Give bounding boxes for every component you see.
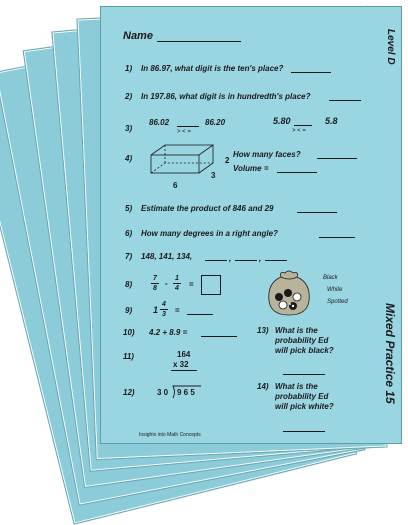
answer-line[interactable] bbox=[177, 126, 199, 127]
divisor: 3 0 bbox=[157, 388, 169, 397]
dividend: 9 6 5 bbox=[177, 388, 195, 397]
level-label: Level D bbox=[385, 29, 396, 65]
question-13-line: probability Ed bbox=[275, 336, 329, 345]
question-14-line: will pick white? bbox=[275, 402, 334, 411]
name-line[interactable] bbox=[157, 41, 241, 42]
question-number: 7) bbox=[125, 252, 133, 261]
denominator: 4 bbox=[175, 285, 179, 292]
denominator: 8 bbox=[153, 285, 157, 292]
question-number: 4) bbox=[125, 154, 133, 163]
answer-line[interactable] bbox=[329, 100, 361, 101]
compare-value: 86.02 bbox=[149, 118, 170, 127]
multiplier: x 32 bbox=[173, 360, 189, 369]
separator: , bbox=[259, 254, 262, 263]
mixed-whole: 1 bbox=[153, 305, 159, 315]
question-13-line: will pick black? bbox=[275, 346, 334, 355]
question-number: 1) bbox=[125, 64, 133, 73]
multiplicand: 164 bbox=[177, 350, 191, 359]
question-6: How many degrees in a right angle? bbox=[141, 229, 278, 238]
fraction bbox=[173, 275, 181, 292]
dimension-label: 3 bbox=[211, 171, 216, 180]
answer-line[interactable] bbox=[319, 237, 355, 238]
minus-sign: - bbox=[165, 279, 168, 288]
compare-symbols: > < = bbox=[177, 129, 191, 135]
product-line bbox=[171, 370, 197, 371]
denominator: 3 bbox=[162, 311, 166, 318]
question-2: In 197.86, what digit is in hundredth's place? bbox=[141, 92, 311, 101]
answer-line[interactable] bbox=[235, 260, 257, 261]
question-7: 148, 141, 134, bbox=[141, 252, 193, 261]
faces-question: How many faces? bbox=[233, 150, 301, 159]
separator: , bbox=[229, 254, 232, 263]
volume-label: Volume = bbox=[233, 164, 269, 173]
answer-line[interactable] bbox=[291, 72, 331, 73]
question-10: 4.2 + 8.9 = bbox=[149, 328, 188, 337]
legend-spotted: Spotted bbox=[327, 299, 348, 305]
answer-line[interactable] bbox=[187, 314, 213, 315]
name-label: Name bbox=[123, 30, 153, 42]
equals-sign: = bbox=[189, 280, 194, 289]
compare-value: 86.20 bbox=[205, 118, 226, 127]
answer-line[interactable] bbox=[294, 125, 312, 126]
question-number: 3) bbox=[125, 124, 133, 133]
question-number: 13) bbox=[257, 326, 269, 335]
question-number: 11) bbox=[123, 352, 134, 361]
answer-line[interactable] bbox=[317, 158, 357, 159]
answer-line[interactable] bbox=[297, 212, 337, 213]
question-14-line: What is the bbox=[275, 382, 318, 391]
worksheet-title: Mixed Practice 15 bbox=[383, 303, 397, 404]
answer-line[interactable] bbox=[201, 336, 237, 337]
answer-line[interactable] bbox=[205, 260, 227, 261]
marble-bag-picture bbox=[261, 267, 317, 319]
answer-line[interactable] bbox=[265, 260, 287, 261]
fraction bbox=[160, 301, 168, 318]
fraction bbox=[151, 275, 159, 292]
legend-black: Black bbox=[323, 275, 338, 281]
numerator: 7 bbox=[153, 275, 157, 282]
question-number: 9) bbox=[125, 306, 133, 315]
answer-box[interactable] bbox=[201, 275, 221, 295]
numerator: 1 bbox=[175, 275, 179, 282]
compare-value: 5.80 bbox=[273, 116, 291, 126]
worksheet bbox=[100, 6, 402, 444]
question-number: 10) bbox=[123, 328, 135, 337]
answer-line[interactable] bbox=[277, 172, 317, 173]
question-5: Estimate the product of 846 and 29 bbox=[141, 204, 274, 213]
equals-sign: = bbox=[175, 306, 180, 315]
answer-line[interactable] bbox=[283, 431, 325, 432]
question-number: 12) bbox=[123, 388, 135, 397]
compare-value: 5.8 bbox=[325, 116, 338, 126]
legend-white: White bbox=[327, 287, 343, 293]
question-14-line: probability Ed bbox=[275, 392, 329, 401]
question-number: 2) bbox=[125, 92, 133, 101]
dimension-label: 2 bbox=[225, 156, 230, 165]
question-number: 5) bbox=[125, 204, 133, 213]
dimension-label: 6 bbox=[173, 181, 178, 190]
footer-text: Insights into Math Concepts bbox=[139, 432, 201, 438]
question-number: 14) bbox=[257, 382, 269, 391]
question-13-line: What is the bbox=[275, 326, 318, 335]
compare-symbols: > < = bbox=[292, 128, 306, 134]
question-number: 6) bbox=[125, 229, 133, 238]
numerator: 4 bbox=[162, 301, 166, 308]
question-1: In 86.97, what digit is the ten's place? bbox=[141, 64, 284, 73]
answer-line[interactable] bbox=[283, 374, 325, 375]
question-number: 8) bbox=[125, 280, 133, 289]
